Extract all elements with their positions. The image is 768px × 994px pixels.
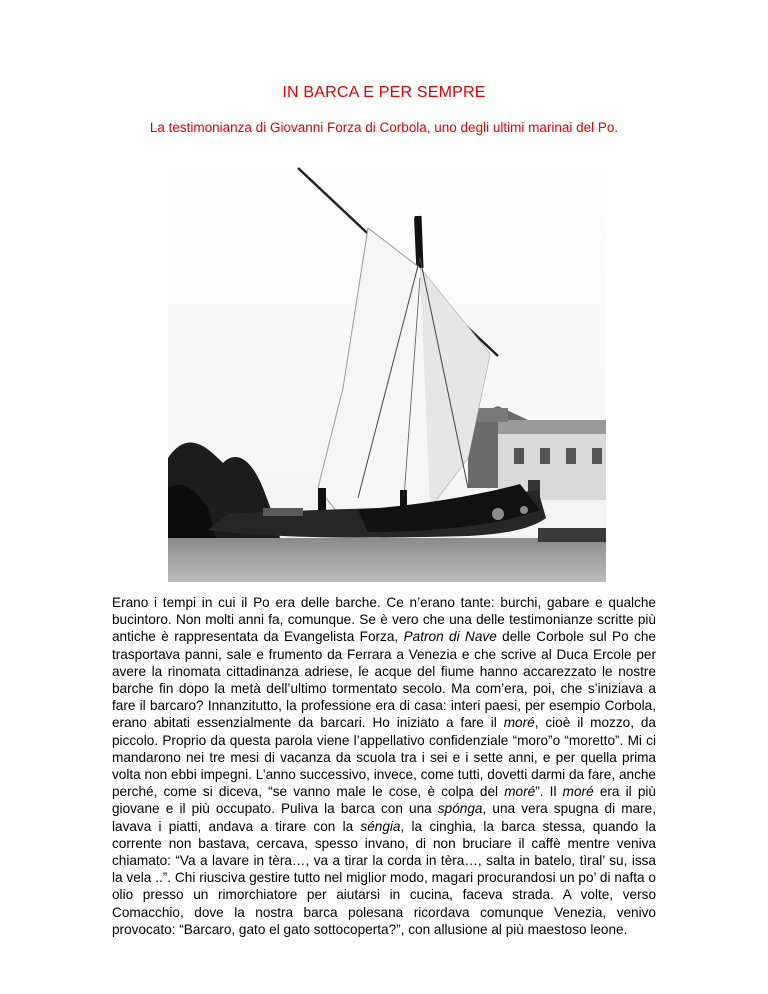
italic-term: moré: [503, 715, 535, 731]
italic-term: moré: [562, 784, 594, 800]
body-text: [112, 594, 656, 938]
sailboat-photo-icon: [168, 158, 606, 582]
body-run: , una vera spugna di mare, lavava i piatti, andava a tirare con la: [112, 801, 656, 834]
body-run: era il più giovane e il più occupato. Puliva la barca con una: [112, 784, 656, 817]
body-run: delle Corbole sul Po che trasportava panni, sale e frumento da Ferrara a Venezia e che scrive al Duca Ercole per avere la rinomata cittadinanza adriese, le acque del fiume hanno accarezzato le nostre barche fin dopo la metà dell’ultimo tormentato secolo. Ma com’era, poi, che s’iniziava a fare il barcaro? Innanzitutto, la professione era di casa: interi paesi, per esempio Corbola, erano abitati essenzialmente da barcari. Ho iniziato a fare il: [112, 629, 656, 731]
body-paragraph: [112, 594, 656, 938]
document-title: IN BARCA E PER SEMPRE: [282, 84, 486, 101]
italic-term: séngia: [360, 818, 401, 834]
italic-term: spónga: [437, 801, 483, 817]
body-run: Erano i tempi in cui il Po era delle barche. Ce n’erano tante: burchi, gabare e qualche bucintoro. Non molti anni fa, comunque. Se è vero che una delle testimonianze scritte più antiche è rappresentata da Evangelista Forza,: [112, 595, 656, 645]
document-subtitle: La testimonianza di Giovanni Forza di Corbola, uno degli ultimi marinai del Po.: [149, 120, 619, 135]
italic-term: Patron di Nave: [403, 629, 497, 645]
body-run: ”. Il: [535, 784, 563, 800]
italic-term: moré: [504, 784, 536, 800]
sailboat-photo: [168, 158, 606, 582]
body-run: , la cinghia, la barca stessa, quando la corrente non bastava, cercava, spesso invano, di non bruciare il caffè mentre veniva chiamato: “Va a lavare in tèra…, va a tirar la corda in tèra…, salta in batelo, tìral’ su, issa la vela ..”. Chi riusciva gestire tutto nel miglior modo, magari procurandosi un po’ di nafta o olio presso un rimorchiatore per aiutarsi in cucina, faceva strada. A volte, verso Comacchio, dove la nostra barca polesana ricordava comunque Venezia, venivo provocato: “Barcaro, gato el gato sottocoperta?”, con allusione al più maestoso leone.: [112, 818, 656, 937]
body-run: , cioè il mozzo, da piccolo. Proprio da questa parola viene l’appellativo confidenziale “moro”o “moretto”. Mi ci mandarono nei tre mesi di vacanza da scuola tra i sei e i sette anni, e per quella prima volta non ebbi impegni. L’anno successivo, invece, come tutti, dovetti darmi da fare, anche perché, come si diceva, “se vanno male le cose, è colpa del: [112, 715, 656, 800]
